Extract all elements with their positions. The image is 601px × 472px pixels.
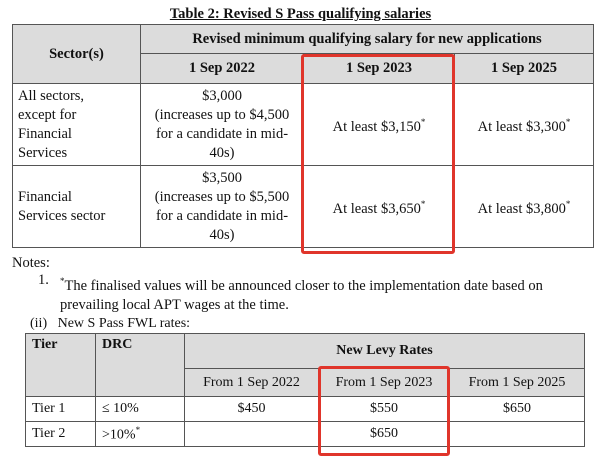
salary-value: At least $3,800 (477, 200, 566, 217)
levy-2022-cell (185, 422, 319, 447)
sector-header: Sector(s) (13, 25, 141, 84)
text-line: Financial (18, 125, 72, 142)
levy-date-header-2025: From 1 Sep 2025 (450, 369, 585, 397)
asterisk: * (420, 198, 426, 209)
salary-2022-cell (141, 166, 304, 248)
levy-2023-cell: $550 (319, 397, 450, 422)
text-line: All sectors, (18, 87, 85, 104)
salary-value: At least $3,150 (332, 118, 421, 135)
text-line: except for (18, 106, 77, 123)
levy-2025-cell (450, 422, 585, 447)
note-text (60, 272, 595, 315)
sector-cell (13, 84, 141, 166)
salary-2022-cell (141, 84, 304, 166)
salary-2025-cell (455, 166, 594, 248)
date-header-2022: 1 Sep 2022 (141, 54, 304, 84)
levy-date-header-2022: From 1 Sep 2022 (185, 369, 319, 397)
asterisk: * (420, 116, 426, 127)
text-line: Services (18, 144, 68, 161)
tier-cell: Tier 2 (26, 422, 96, 447)
note-line: prevailing local APT wages at the time. (60, 296, 289, 313)
levy-date-header-2023: From 1 Sep 2023 (319, 369, 450, 397)
drc-cell: ≤ 10% (96, 397, 185, 422)
text-line: for a candidate in mid- (155, 207, 289, 224)
levy-group-header: New Levy Rates (185, 334, 585, 369)
highlight-box-levy-2023 (318, 366, 450, 456)
levy-2025-cell: $650 (450, 397, 585, 422)
asterisk: * (60, 276, 65, 286)
text-line: 40s) (209, 226, 235, 243)
salary-value: At least $3,650 (332, 200, 421, 217)
drc-value: >10% (102, 427, 136, 443)
drc-header: DRC (96, 334, 185, 397)
salary-2025-cell (455, 84, 594, 166)
fwl-rates-table (25, 333, 585, 447)
group-header: Revised minimum qualifying salary for new applications (141, 25, 594, 54)
table2-title: Table 2: Revised S Pass qualifying salaries (169, 6, 432, 22)
note-number: 1. (38, 272, 49, 288)
text-line: (increases up to $5,500 (154, 188, 290, 205)
text-line: Financial (18, 188, 72, 205)
note-line: The finalised values will be announced closer to the implementation date based on (64, 277, 543, 294)
text-line: for a candidate in mid- (155, 125, 289, 142)
tier-cell: Tier 1 (26, 397, 96, 422)
drc-cell (96, 422, 185, 447)
levy-2023-cell: $650 (319, 422, 450, 447)
asterisk: * (135, 424, 141, 435)
tier-header: Tier (26, 334, 96, 397)
highlight-box-2023 (301, 54, 455, 254)
date-header-2023: 1 Sep 2023 (304, 54, 455, 84)
text-line: (increases up to $4,500 (154, 106, 290, 123)
sector-cell (13, 166, 141, 248)
asterisk: * (565, 116, 571, 127)
notes-label: Notes: (12, 255, 50, 271)
asterisk: * (565, 198, 571, 209)
salary-value: At least $3,300 (477, 118, 566, 135)
date-header-2025: 1 Sep 2025 (455, 54, 594, 84)
text-line: $3,500 (202, 169, 242, 186)
levy-2022-cell: $450 (185, 397, 319, 422)
text-line: $3,000 (202, 87, 242, 104)
text-line: Services sector (18, 207, 106, 224)
text-line: 40s) (209, 144, 235, 161)
table3-caption: (ii) New S Pass FWL rates: (30, 316, 191, 331)
